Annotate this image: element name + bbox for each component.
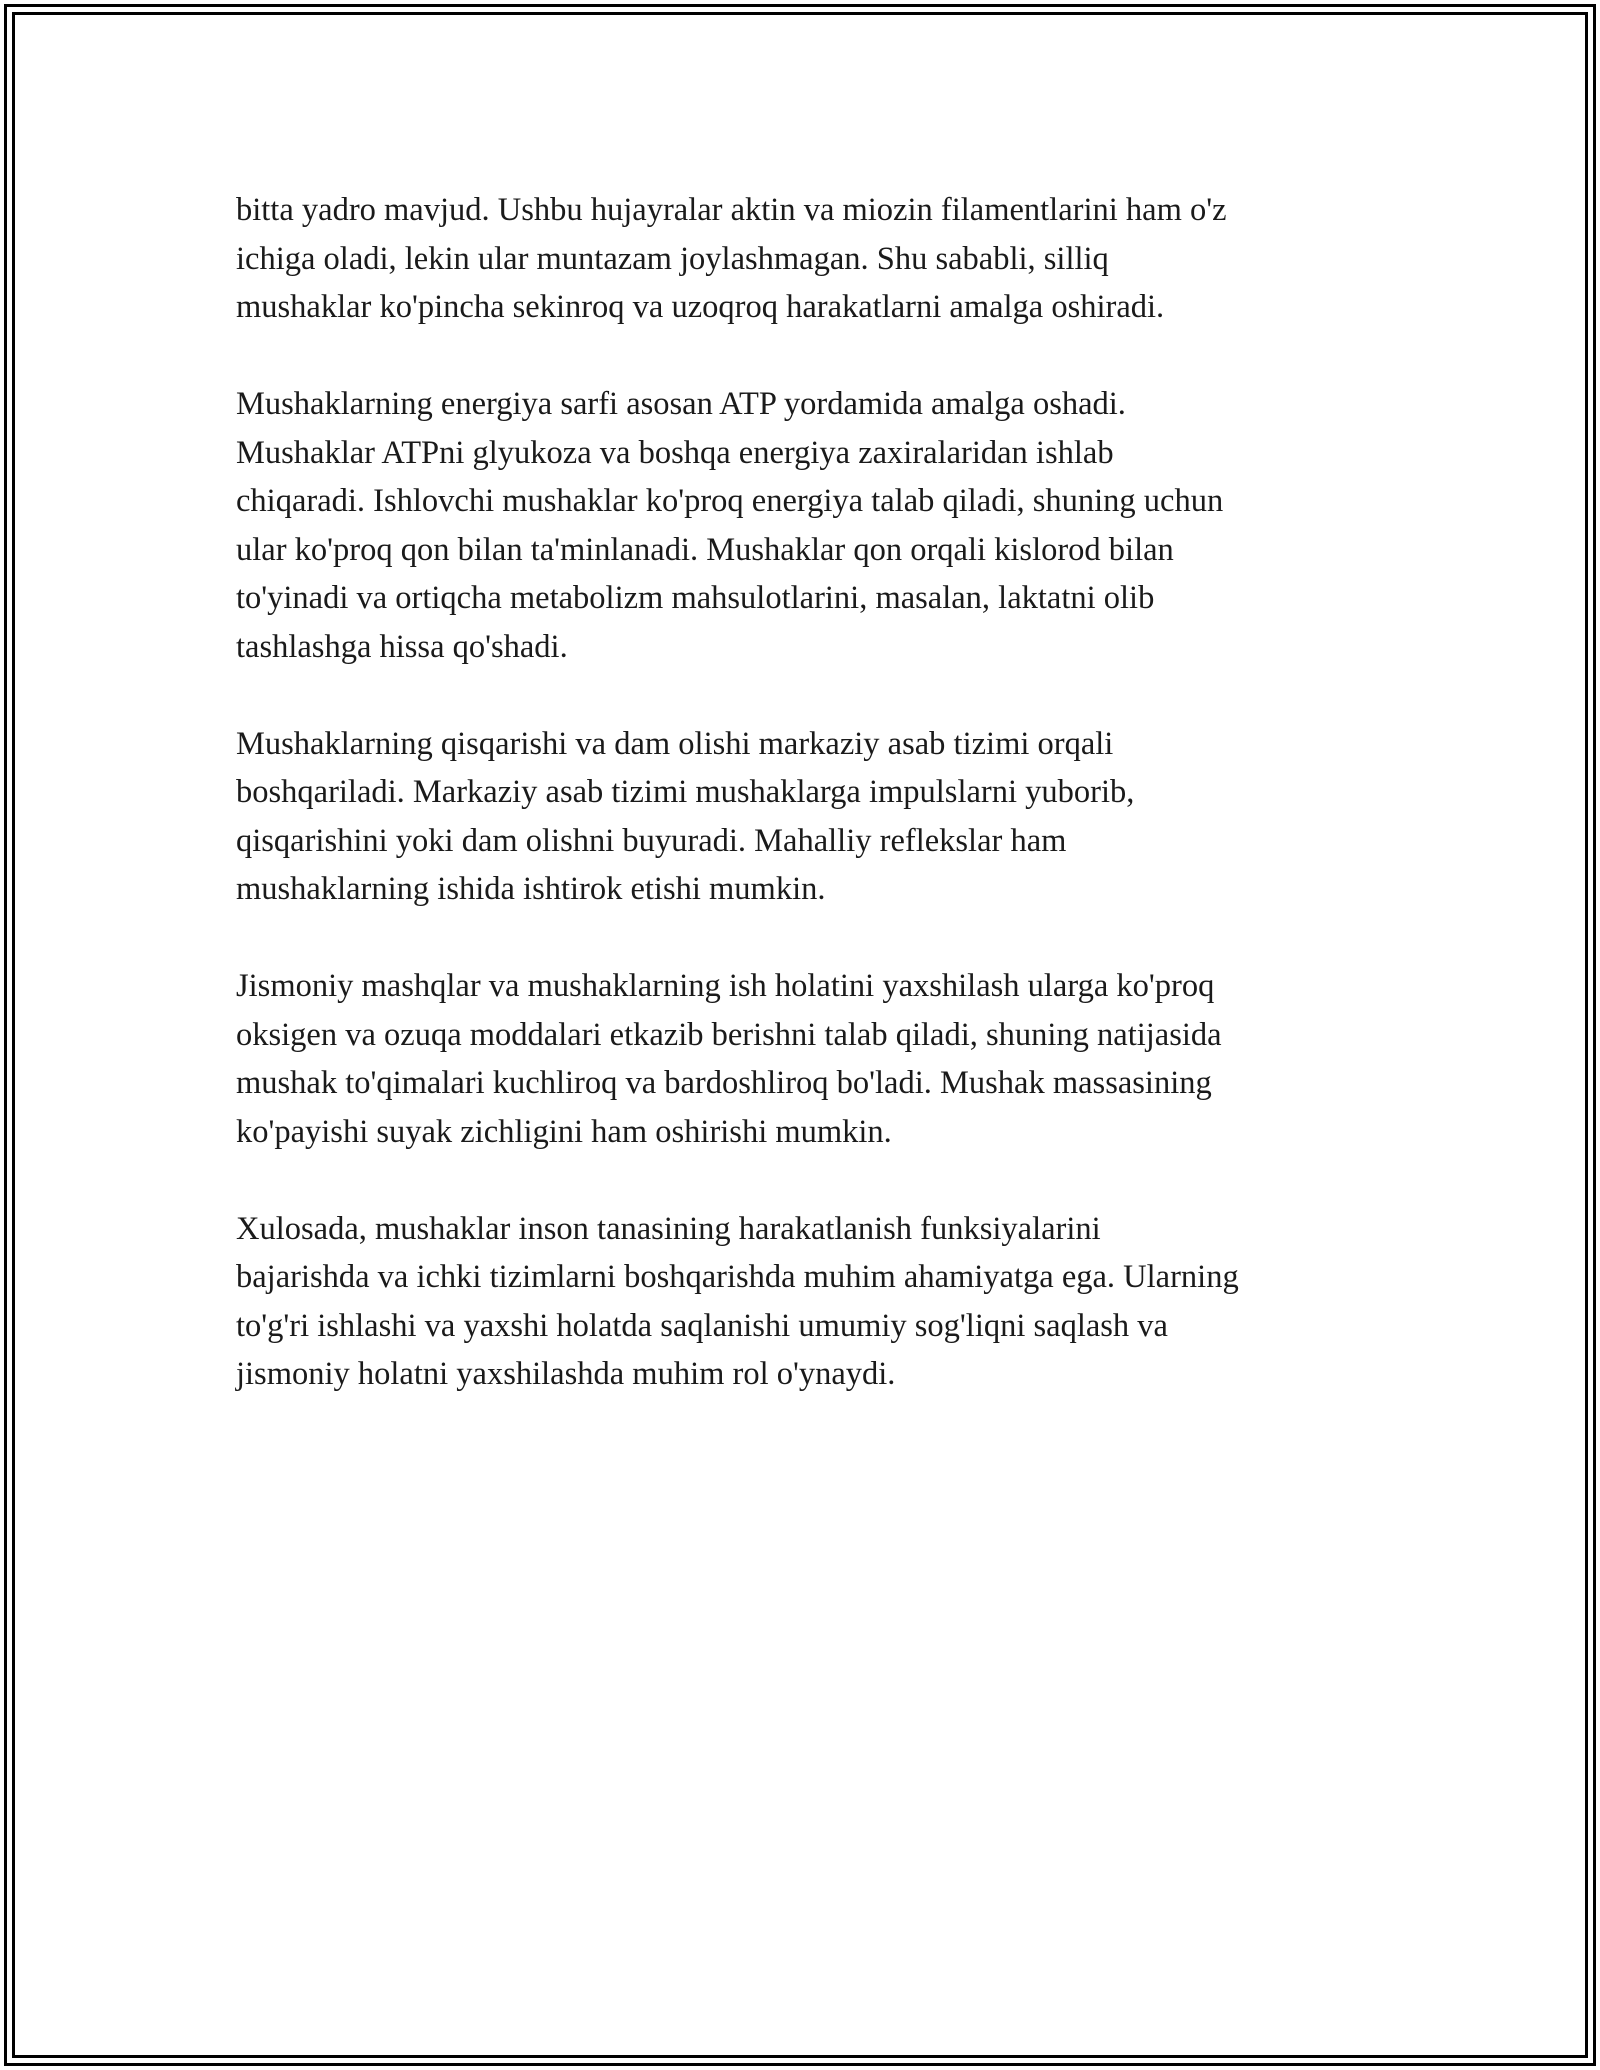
text-line: mushak to'qimalari kuchliroq va bardoshliroq bo'ladi. Mushak massasining xyxy=(236,1065,1212,1101)
text-line: mushaklar ko'pincha sekinroq va uzoqroq harakatlarni amalga oshiradi. xyxy=(236,289,1165,325)
text-line: qisqarishini yoki dam olishni buyuradi. Mahalliy reflekslar ham xyxy=(236,822,1067,859)
paragraph xyxy=(236,380,1376,671)
text-line: ular ko'proq qon bilan ta'minlanadi. Mushaklar qon orqali kislorod bilan xyxy=(236,531,1174,568)
paragraph xyxy=(236,962,1376,1156)
text-line: to'yinadi va ortiqcha metabolizm mahsulotlarini, masalan, laktatni olib xyxy=(236,580,1155,616)
text-line: to'g'ri ishlashi va yaxshi holatda saqlanishi umumiy sog'liqni saqlash va xyxy=(236,1307,1168,1344)
text-line: Mushaklarning energiya sarfi asosan ATP yordamida amalga oshadi. xyxy=(236,386,1126,422)
text-line: Mushaklarning qisqarishi va dam olishi markaziy asab tizimi orqali xyxy=(236,725,1114,762)
text-line: Jismoniy mashqlar va mushaklarning ish holatini yaxshilash ularga ko'proq xyxy=(236,968,1215,1004)
paragraph xyxy=(236,1205,1376,1399)
text-line: oksigen va ozuqa moddalari etkazib berishni talab qiladi, shuning natijasida xyxy=(236,1016,1222,1053)
text-line: tashlashga hissa qo'shadi. xyxy=(236,628,568,665)
text-line: bajarishda va ichki tizimlarni boshqarishda muhim ahamiyatga ega. Ularning xyxy=(236,1259,1239,1295)
text-line: Xulosada, mushaklar inson tanasining harakatlanish funksiyalarini xyxy=(236,1210,1101,1247)
text-line: ichiga oladi, lekin ular muntazam joylashmagan. Shu sababli, silliq xyxy=(236,240,1109,277)
paragraph xyxy=(236,720,1376,914)
text-line: boshqariladi. Markaziy asab tizimi mushaklarga impulslarni yuborib, xyxy=(236,774,1135,810)
text-line: mushaklarning ishida ishtirok etishi mumkin. xyxy=(236,871,826,907)
text-line: jismoniy holatni yaxshilashda muhim rol o'ynaydi. xyxy=(236,1356,896,1392)
text-line: ko'payishi suyak zichligini ham oshirishi mumkin. xyxy=(236,1113,892,1150)
document-body xyxy=(236,186,1376,1447)
text-line: chiqaradi. Ishlovchi mushaklar ko'proq energiya talab qiladi, shuning uchun xyxy=(236,483,1224,519)
text-line: bitta yadro mavjud. Ushbu hujayralar aktin va miozin filamentlarini ham o'z xyxy=(236,192,1227,228)
text-line: Mushaklar ATPni glyukoza va boshqa energiya zaxiralaridan ishlab xyxy=(236,434,1114,471)
paragraph xyxy=(236,186,1376,332)
